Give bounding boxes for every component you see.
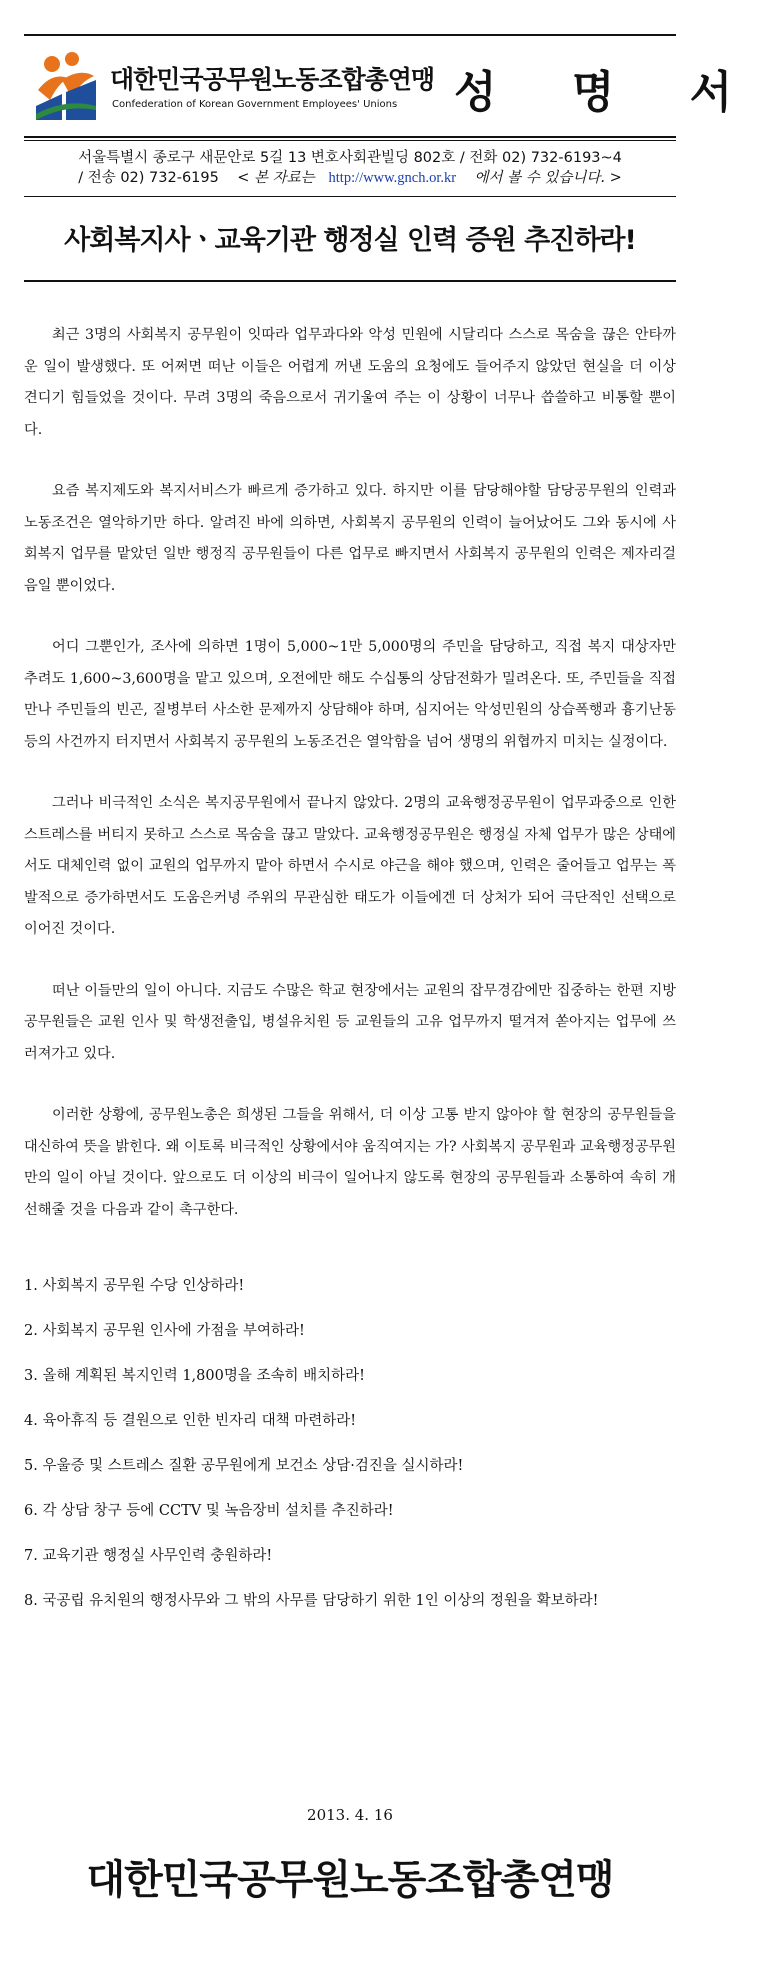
org-name-english: Confederation of Korean Government Employees' Unions xyxy=(112,99,398,110)
demand-item: 1. 사회복지 공무원 수당 인상하라! xyxy=(24,1278,245,1294)
header-rule-thick xyxy=(24,136,676,138)
paragraph: 요즘 복지제도와 복지서비스가 빠르게 증가하고 있다. 하지만 이를 담당해야할 담당공무원의 인력과 노동조건은 열악하기만 하다. 알려진 바에 의하면, 사회복지 공무원의 인력이 늘어났어도 그와 동시에 사회복지 업무를 맡았던 일반 행정직 공무원들이 다른 업무로 빠지면서 사회복지 공무원의 인력은 제자리걸음일 뿐이었다. xyxy=(24,483,676,594)
org-name-korean: 대한민국공무원노동조합총연맹 xyxy=(110,65,435,94)
contact-address xyxy=(24,148,676,188)
demand-item: 7. 교육기관 행정실 사무인력 충원하라! xyxy=(24,1548,273,1564)
note-prefix: < 본 자료는 xyxy=(237,170,315,186)
address-line-1: 서울특별시 종로구 새문안로 5길 13 변호사회관빌딩 802호 / 전화 02) 732-6193~4 xyxy=(78,150,622,166)
website-link[interactable]: http://www.gnch.or.kr xyxy=(328,170,457,186)
demand-item: 5. 우울증 및 스트레스 질환 공무원에게 보건소 상담·검진을 실시하라! xyxy=(24,1458,464,1474)
paragraph: 최근 3명의 사회복지 공무원이 잇따라 업무과다와 악성 민원에 시달리다 스스로 목숨을 끊은 안타까운 일이 발생했다. 또 어쩌면 떠난 이들은 어렵게 꺼낸 도움의 요청에도 들어주지 않았던 현실을 더 이상 견디기 힘들었을 것이다. 무려 3명의 죽음으로서 귀기울여 주는 이 상황이 너무나 씁쓸하고 비통할 뿐이다. xyxy=(24,327,676,438)
demand-item: 8. 국공립 유치원의 행정사무와 그 밖의 사무를 담당하기 위한 1인 이상의 정원을 확보하라! xyxy=(24,1593,599,1609)
top-rule xyxy=(24,34,676,36)
statement-title: 사회복지사ㆍ교육기관 행정실 인력 증원 추진하라! xyxy=(64,225,636,256)
header-rule-thin xyxy=(24,140,676,141)
statement-date: 2013. 4. 16 xyxy=(307,1806,393,1824)
address-line-2 xyxy=(24,168,676,188)
paragraph: 그러나 비극적인 소식은 복지공무원에서 끝나지 않았다. 2명의 교육행정공무원이 업무과중으로 인한 스트레스를 버티지 못하고 스스로 목숨을 끊고 말았다. 교육행정공무원은 행정실 자체 업무가 많은 상태에서도 대체인력 없이 교원의 업무까지 맡아 하면서 수시로 야근을 해야 했으며, 인력은 줄어들고 업무는 폭발적으로 증가하면서도 도움은커녕 주위의 무관심한 태도가 이들에겐 더 상처가 되어 극단적인 선택으로 이어진 것이다. xyxy=(24,795,676,937)
demand-item: 3. 올해 계획된 복지인력 1,800명을 조속히 배치하라! xyxy=(24,1368,365,1384)
note-suffix: 에서 볼 수 있습니다. > xyxy=(474,170,622,186)
statement-body xyxy=(24,320,676,1636)
fax-number: / 전송 02) 732-6195 xyxy=(78,170,219,186)
demands-list xyxy=(24,1276,676,1611)
letterhead xyxy=(24,44,762,134)
signature-org-name: 대한민국공무원노동조합총연맹 xyxy=(86,1857,614,1903)
demand-item: 4. 육아휴직 등 결원으로 인한 빈자리 대책 마련하라! xyxy=(24,1413,357,1429)
document-type: 성 명 서 xyxy=(454,67,762,118)
union-logo-icon xyxy=(32,50,100,122)
address-rule xyxy=(24,196,676,197)
paragraph: 떠난 이들만의 일이 아니다. 지금도 수많은 학교 현장에서는 교원의 잡무경감에만 집중하는 한편 지방공무원들은 교원 인사 및 학생전출입, 병설유치원 등 교원들의 고유 업무까지 떨겨져 쏟아지는 업무에 쓰러져가고 있다. xyxy=(24,982,676,1062)
demand-item: 6. 각 상담 창구 등에 CCTV 및 녹음장비 설치를 추진하라! xyxy=(24,1503,394,1519)
paragraph: 어디 그뿐인가, 조사에 의하면 1명이 5,000~1만 5,000명의 주민을 담당하고, 직접 복지 대상자만 추려도 1,600~3,600명을 맡고 있으며, 오전에만 해도 수십통의 상담전화가 밀려온다. 또, 주민들을 직접 만나 주민들의 빈곤, 질병부터 사소한 문제까지 상담해야 하며, 심지어는 악성민원의 상습폭행과 흉기난동 등의 사건까지 터지면서 사회복지 공무원의 노동조건은 열악함을 넘어 생명의 위협까지 미치는 실정이다. xyxy=(24,639,676,750)
title-rule xyxy=(24,280,676,282)
paragraph: 이러한 상황에, 공무원노총은 희생된 그들을 위해서, 더 이상 고통 받지 않아야 할 현장의 공무원들을 대신하여 뜻을 밝힌다. 왜 이토록 비극적인 상황에서야 움직여지는 가? 사회복지 공무원과 교육행정공무원만의 일이 아닐 것이다. 앞으로도 더 이상의 비극이 일어나지 않도록 현장의 공무원들과 소통하여 속히 개선해줄 것을 다음과 같이 촉구한다. xyxy=(24,1107,676,1218)
demand-item: 2. 사회복지 공무원 인사에 가점을 부여하라! xyxy=(24,1323,305,1339)
